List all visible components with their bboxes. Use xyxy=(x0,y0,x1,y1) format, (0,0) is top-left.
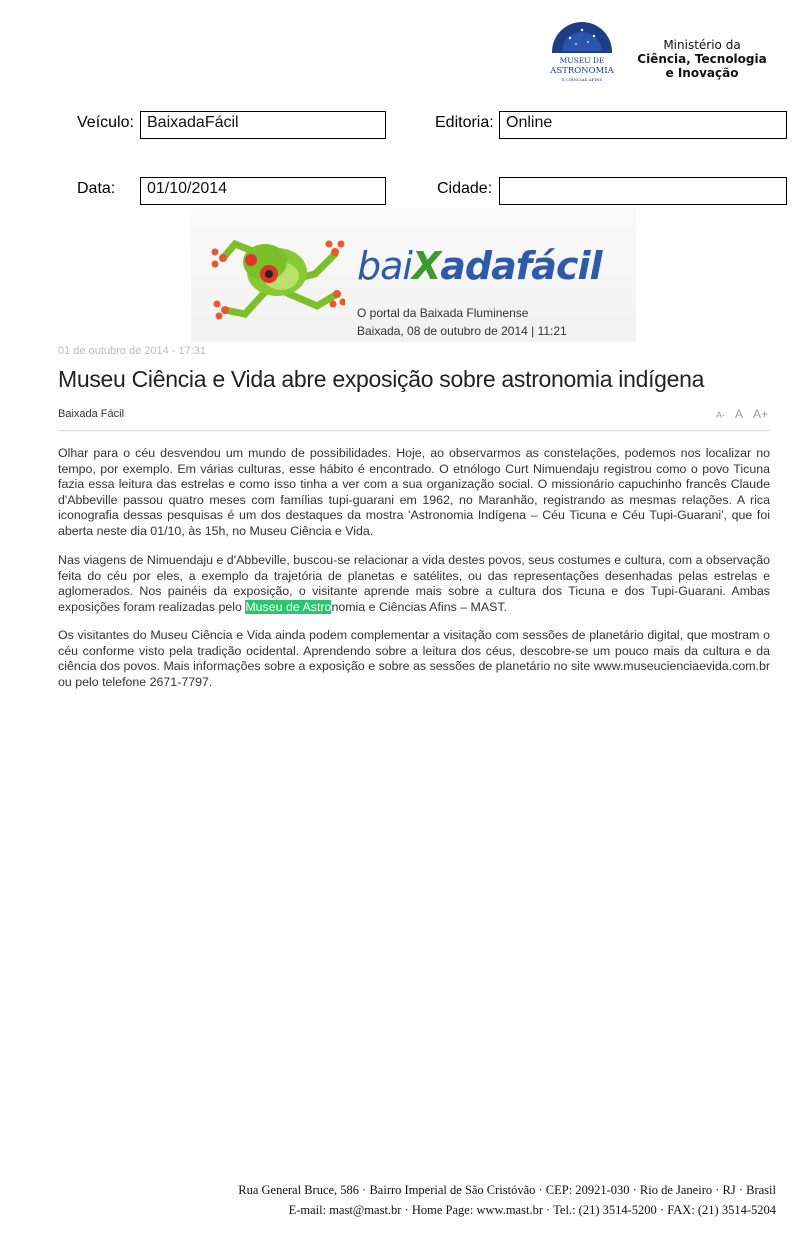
editoria-field: Online xyxy=(499,111,787,139)
paragraph-2-text-b: nomia e Ciências Afins – MAST. xyxy=(331,599,508,614)
veiculo-field: BaixadaFácil xyxy=(140,111,386,139)
font-size-controls xyxy=(706,407,768,421)
banner-date: Baixada, 08 de outubro de 2014 | 11:21 xyxy=(357,324,567,338)
cidade-field xyxy=(499,177,787,205)
article-title: Museu Ciência e Vida abre exposição sobre astronomia indígena xyxy=(58,366,705,392)
museum-logo-line3: E CIÊNCIAS AFINS xyxy=(561,77,603,82)
article-author: Baixada Fácil xyxy=(58,408,125,420)
brand-part2: adafácil xyxy=(440,244,602,288)
font-normal-button[interactable]: A xyxy=(735,407,744,421)
editoria-label: Editoria: xyxy=(435,114,494,131)
footer-line1: Rua General Bruce, 586 · Bairro Imperial de São Cristóvão · CEP: 20921-030 · Rio de Janeiro · RJ · Brasil xyxy=(238,1183,776,1197)
article-paragraph-1: Olhar para o céu desvendou um mundo de possibilidades. Hoje, ao observarmos as constelações, podemos nos localizar no tempo, por exemplo. Em várias culturas, esse hábito é encontrado. O etnólogo Curt Nimuendaju registrou como o povo Ticuna fazia essa leitura das estrelas e como isso tinha a ver com a sua organização social. O missionário capuchinho francês Claude d'Abbeville passou quatro meses com famílias tupi-guarani em 1962, no Maranhão, registrando as mesmas relações. A rica iconografia dessas pesquisas é um dos destaques da mostra 'Astronomia Indígena – Céu Ticuna e Céu Tupi-Guarani', que foi aberta neste dia 01/10, às 15h, no Museu Ciência e Vida. xyxy=(58,446,770,538)
frog-logo-icon xyxy=(205,214,345,324)
ministry-line1: Ministério da xyxy=(663,38,741,52)
brand-part1: bai xyxy=(357,244,412,288)
article-paragraph-3: Os visitantes do Museu Ciência e Vida ainda podem complementar a visitação com sessões de planetário digital, que mostram o céu conforme visto pela tradição ocidental. Aprendendo sobre a leitura dos céus, descobre-se um pouco mais da cultura e da ciência dos povos. Mais informações sobre a exposição e sobre as sessões de planetário no site www.museucienciaevida.com.br ou pelo telefone 2671-7797. xyxy=(58,628,770,689)
divider xyxy=(58,430,770,431)
museum-logo-line1: MUSEU DE xyxy=(559,56,605,65)
article-date: 01 de outubro de 2014 - 17:31 xyxy=(58,345,207,357)
museum-logo-line2: ASTRONOMIA xyxy=(550,66,614,76)
banner-tagline: O portal da Baixada Fluminense xyxy=(357,306,529,320)
cidade-label: Cidade: xyxy=(437,180,493,197)
font-increase-button[interactable]: A+ xyxy=(753,407,769,421)
museum-astronomy-logo-icon xyxy=(548,18,616,88)
brand-x: X xyxy=(411,244,441,288)
footer-address xyxy=(238,1180,776,1220)
footer-line2: E-mail: mast@mast.br · Home Page: www.mast.br · Tel.: (21) 3514-5200 · FAX: (21) 3514-5204 xyxy=(288,1203,776,1217)
ministry-line3: e Inovação xyxy=(665,66,739,80)
paragraph-2-text-a: Nas viagens de Nimuendaju e d'Abbeville, buscou-se relacionar a vida destes povos, seus costumes e cultura, com a observação feita do céu por eles, a exemplo da trajetória de planetas e satélites, ou das representações desenhadas pelas estrelas e aglomerados. Nos painéis da exposição, o visitante aprende mais sobre a cultura dos Ticuna e dos Tupi-Guarani. Ambas exposições foram realizadas pelo xyxy=(58,553,770,614)
ministry-line2: Ciência, Tecnologia xyxy=(637,52,767,66)
article-paragraph-2 xyxy=(58,553,770,615)
baixadafacil-banner xyxy=(191,208,636,342)
data-field: 01/10/2014 xyxy=(140,177,386,205)
font-decrease-button[interactable]: A- xyxy=(716,410,725,420)
highlighted-text: Museu de Astro xyxy=(245,599,332,614)
ministry-logo xyxy=(634,38,770,80)
veiculo-label: Veículo: xyxy=(77,114,134,131)
baixadafacil-brand xyxy=(357,244,602,288)
data-label: Data: xyxy=(77,180,116,197)
